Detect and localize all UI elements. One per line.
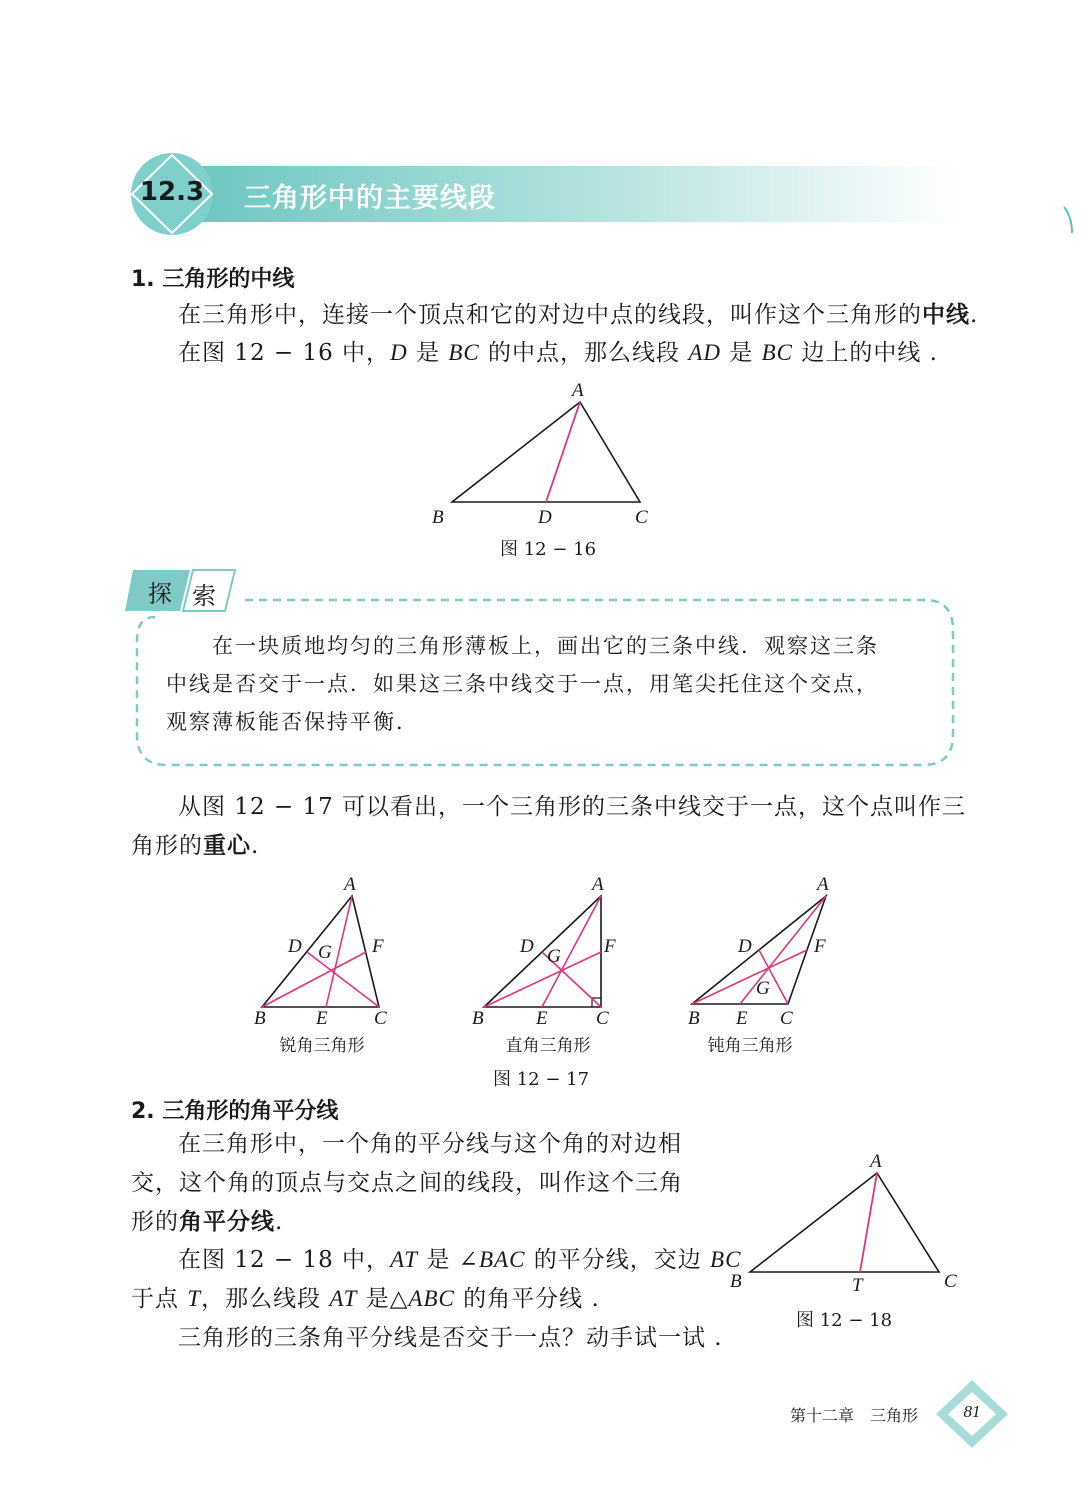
right-label-d: D [520, 936, 534, 957]
obtuse-label-d: D [738, 936, 752, 957]
part2-p3: 三角形的三条角平分线是否交于一点？动手试一试 . [178, 1325, 723, 1351]
part1-heading: 1. 三角形的中线 [131, 267, 295, 292]
acute-label-e: E [316, 1008, 328, 1029]
right-label-f: F [604, 936, 616, 957]
part2-p2-line1: 在图 12 − 18 中，AT 是 ∠BAC 的平分线，交边 BC [178, 1247, 742, 1273]
acute-label-d: D [288, 936, 302, 957]
right-label-a: A [592, 874, 604, 895]
sub-obtuse: 钝角三角形 [707, 1036, 793, 1056]
fig18-label-b: B [730, 1271, 742, 1292]
label-a: A [572, 380, 584, 401]
acute-label-b: B [254, 1008, 266, 1029]
triangle-abc-18 [750, 1173, 939, 1272]
explore-tag-text-1: 探 [148, 580, 172, 608]
part2-p1-line2: 交，这个角的顶点与交点之间的线段，叫作这个三角 [131, 1170, 683, 1196]
term-median: 中线 [922, 302, 970, 328]
right-label-g: G [547, 946, 561, 967]
label-c: C [635, 507, 648, 528]
term-angle-bisector: 角平分线 [179, 1209, 275, 1235]
figure-12-18 [722, 1145, 972, 1305]
obtuse-label-f: F [814, 936, 826, 957]
fig18-label-c: C [944, 1271, 957, 1292]
acute-label-g: G [318, 942, 332, 963]
sub-acute: 锐角三角形 [279, 1036, 365, 1056]
centroid-line-1: 从图 12 − 17 可以看出，一个三角形的三条中线交于一点，这个点叫作三 [178, 794, 967, 820]
section-number: 12.3 [139, 177, 205, 207]
acute-label-c: C [374, 1008, 387, 1029]
fig18-label-t: T [852, 1275, 863, 1296]
sub-right: 直角三角形 [505, 1036, 591, 1056]
fig18-label-a: A [870, 1151, 882, 1172]
acute-label-f: F [372, 936, 384, 957]
section-title: 三角形中的主要线段 [244, 183, 496, 214]
explore-tag-text-2: 索 [192, 582, 216, 610]
page-number: 81 [963, 1402, 981, 1421]
median-ad [546, 402, 580, 502]
triangle-abc [452, 402, 640, 502]
right-label-b: B [472, 1008, 484, 1029]
edge-mark [1062, 205, 1074, 235]
right-label-e: E [536, 1008, 548, 1029]
explore-line-1: 在一块质地均匀的三角形薄板上，画出它的三条中线．观察这三条 [212, 634, 879, 658]
bisector-at [860, 1173, 877, 1272]
explore-line-3: 观察薄板能否保持平衡． [166, 710, 419, 734]
label-b: B [432, 507, 444, 528]
part1-example: 在图 12 − 16 中，D 是 BC 的中点，那么线段 AD 是 BC 边上的中线 . [178, 340, 938, 366]
figure-12-17-caption: 图 12 − 17 [492, 1069, 590, 1090]
obtuse-label-g: G [756, 978, 770, 999]
obtuse-label-e: E [736, 1008, 748, 1029]
obtuse-label-c: C [780, 1008, 793, 1029]
centroid-line-2: 角形的重心. [131, 833, 260, 859]
obtuse-triangle-figure [688, 874, 829, 1029]
part2-heading: 2. 三角形的角平分线 [131, 1099, 339, 1124]
part2-p2-line2: 于点 T，那么线段 AT 是△ABC 的角平分线 . [131, 1286, 600, 1312]
part2-p1-line3: 形的角平分线. [131, 1209, 284, 1235]
acute-triangle-figure [254, 874, 387, 1029]
part1-definition: 在三角形中，连接一个顶点和它的对边中点的线段，叫作这个三角形的中线. [178, 302, 979, 328]
label-d: D [538, 507, 552, 528]
right-label-c: C [596, 1008, 609, 1029]
figure-12-18-caption: 图 12 − 18 [795, 1310, 893, 1331]
acute-label-a: A [344, 874, 356, 895]
figure-12-17 [240, 870, 840, 1035]
right-triangle-figure [472, 874, 616, 1029]
figure-12-16 [420, 375, 670, 535]
obtuse-label-a: A [817, 874, 829, 895]
term-centroid: 重心 [203, 833, 251, 859]
part2-p1-line1: 在三角形中，一个角的平分线与这个角的对边相 [178, 1131, 682, 1157]
explore-line-2: 中线是否交于一点．如果这三条中线交于一点，用笔尖托住这个交点， [166, 672, 879, 696]
obtuse-label-b: B [688, 1008, 700, 1029]
figure-12-16-caption: 图 12 − 16 [499, 539, 597, 560]
section-banner [130, 152, 960, 236]
footer-chapter: 第十二章 三角形 [790, 1406, 919, 1425]
